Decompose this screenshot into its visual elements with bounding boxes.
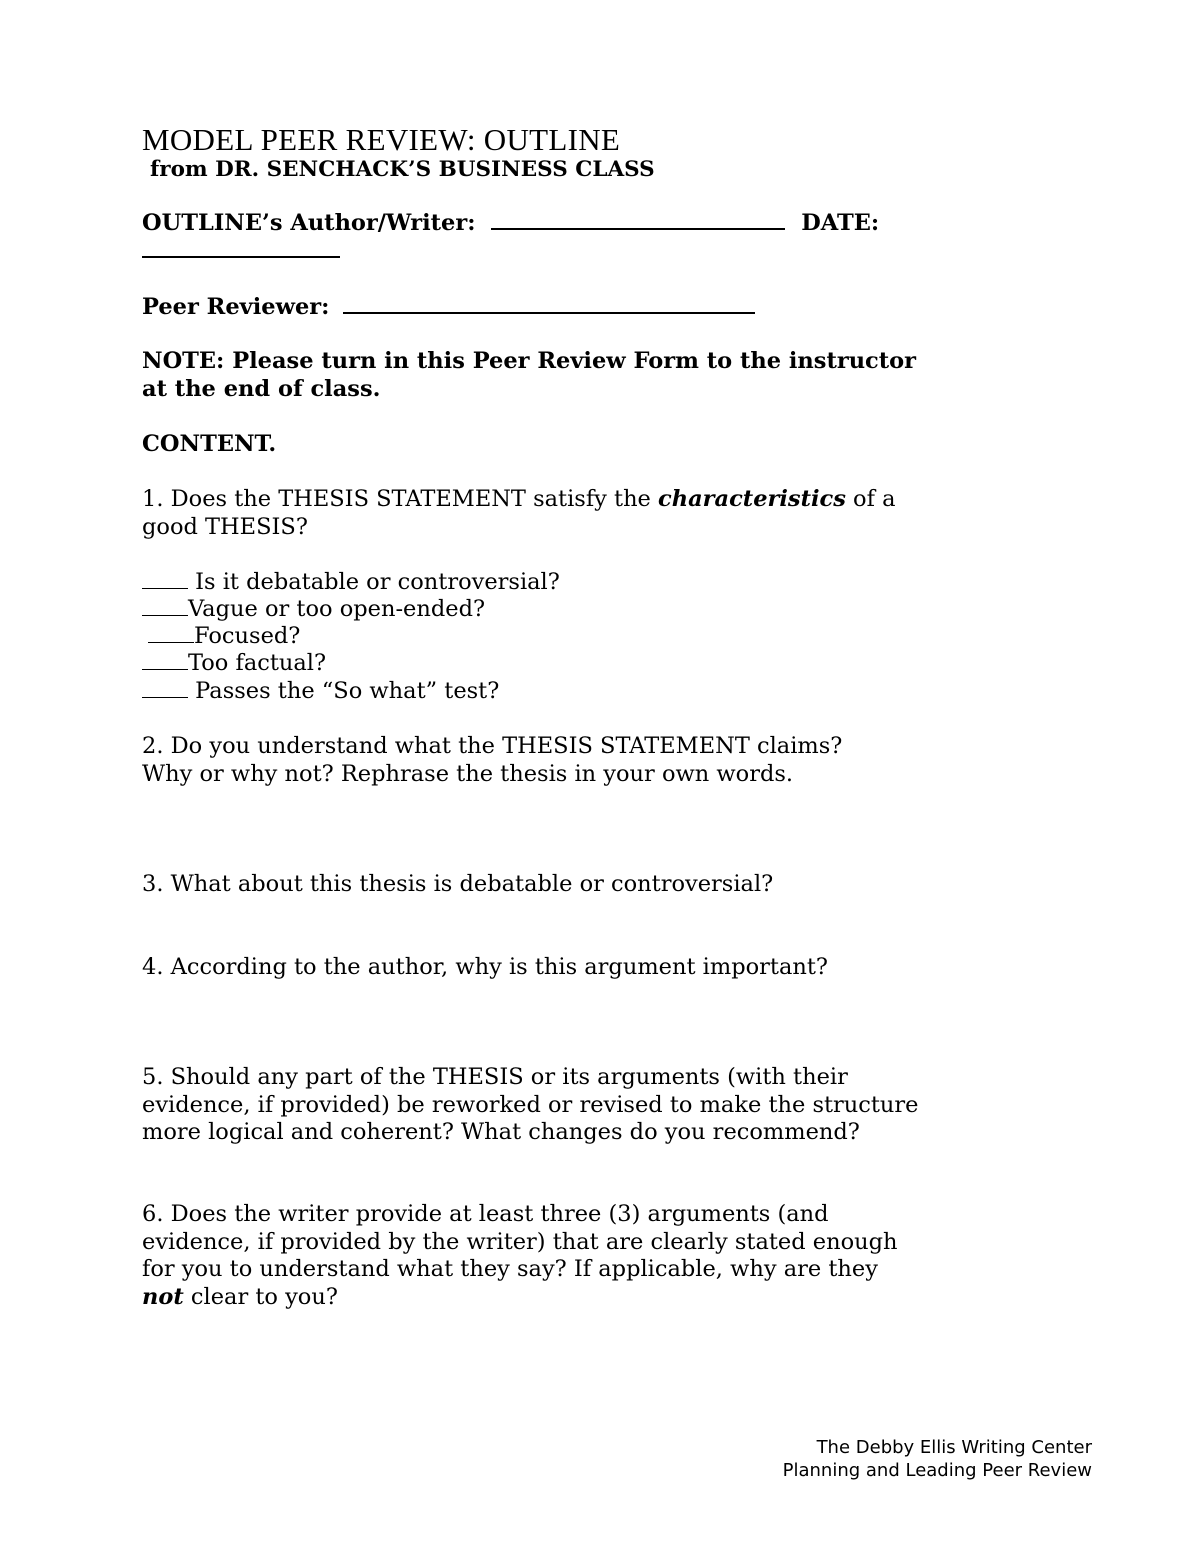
checklist-blank[interactable] <box>142 595 188 616</box>
checklist-blank[interactable] <box>148 622 194 643</box>
question-6-line-4 <box>142 1283 338 1311</box>
content-heading: CONTENT. <box>142 431 277 457</box>
checklist-label: Too factual? <box>188 650 327 676</box>
footer-line-1: The Debby Ellis Writing Center <box>816 1437 1092 1458</box>
question-6-line-1: 6. Does the writer provide at least three (3) arguments (and <box>142 1201 829 1227</box>
question-1-emphasis: characteristics <box>658 486 846 512</box>
note-line-2: at the end of class. <box>142 376 381 402</box>
date-blank[interactable] <box>142 236 340 258</box>
page-subtitle: from DR. SENCHACK’S BUSINESS CLASS <box>150 157 655 182</box>
page-title: MODEL PEER REVIEW: OUTLINE <box>142 122 621 157</box>
question-1-text: 1. Does the THESIS STATEMENT satisfy the <box>142 486 659 512</box>
checklist-label: Focused? <box>194 623 301 649</box>
question-6-emphasis: not <box>142 1284 184 1310</box>
note-line-1: NOTE: Please turn in this Peer Review Form to the instructor <box>142 348 917 374</box>
checklist-label: Vague or too open-ended? <box>188 596 486 622</box>
question-4: 4. According to the author, why is this argument important? <box>142 954 828 980</box>
checklist-blank[interactable] <box>142 568 188 589</box>
author-label: OUTLINE’s Author/Writer: <box>142 210 476 236</box>
checklist-blank[interactable] <box>142 649 188 670</box>
question-5-line-3: more logical and coherent? What changes do you recommend? <box>142 1119 860 1145</box>
question-5-line-2: evidence, if provided) be reworked or revised to make the structure <box>142 1092 919 1118</box>
checklist-label: Passes the “So what” test? <box>188 678 500 704</box>
question-1-line-1 <box>142 485 895 513</box>
question-6-text-end: clear to you? <box>183 1284 338 1310</box>
author-blank[interactable] <box>491 208 785 230</box>
question-6-line-2: evidence, if provided by the writer) that are clearly stated enough <box>142 1229 898 1255</box>
checklist-item <box>142 649 326 677</box>
reviewer-label: Peer Reviewer: <box>142 294 330 320</box>
question-1-text-end: of a <box>845 486 896 512</box>
question-3: 3. What about this thesis is debatable or controversial? <box>142 871 774 897</box>
author-field-row <box>142 208 879 237</box>
date-blank-row <box>142 236 340 265</box>
question-6-line-3: for you to understand what they say? If applicable, why are they <box>142 1256 878 1282</box>
checklist-item <box>142 677 499 705</box>
question-2-line-2: Why or why not? Rephrase the thesis in your own words. <box>142 761 794 787</box>
checklist-item <box>142 622 300 650</box>
reviewer-field-row <box>142 292 755 321</box>
checklist-item <box>142 568 560 596</box>
question-5-line-1: 5. Should any part of the THESIS or its arguments (with their <box>142 1064 848 1090</box>
date-label: DATE: <box>801 210 880 236</box>
checklist-blank[interactable] <box>142 677 188 698</box>
checklist-item <box>142 595 485 623</box>
reviewer-blank[interactable] <box>343 292 755 314</box>
checklist-label: Is it debatable or controversial? <box>188 569 560 595</box>
footer-line-2: Planning and Leading Peer Review <box>782 1460 1092 1481</box>
question-2-line-1: 2. Do you understand what the THESIS STATEMENT claims? <box>142 733 843 759</box>
question-1-line-2: good THESIS? <box>142 514 308 540</box>
